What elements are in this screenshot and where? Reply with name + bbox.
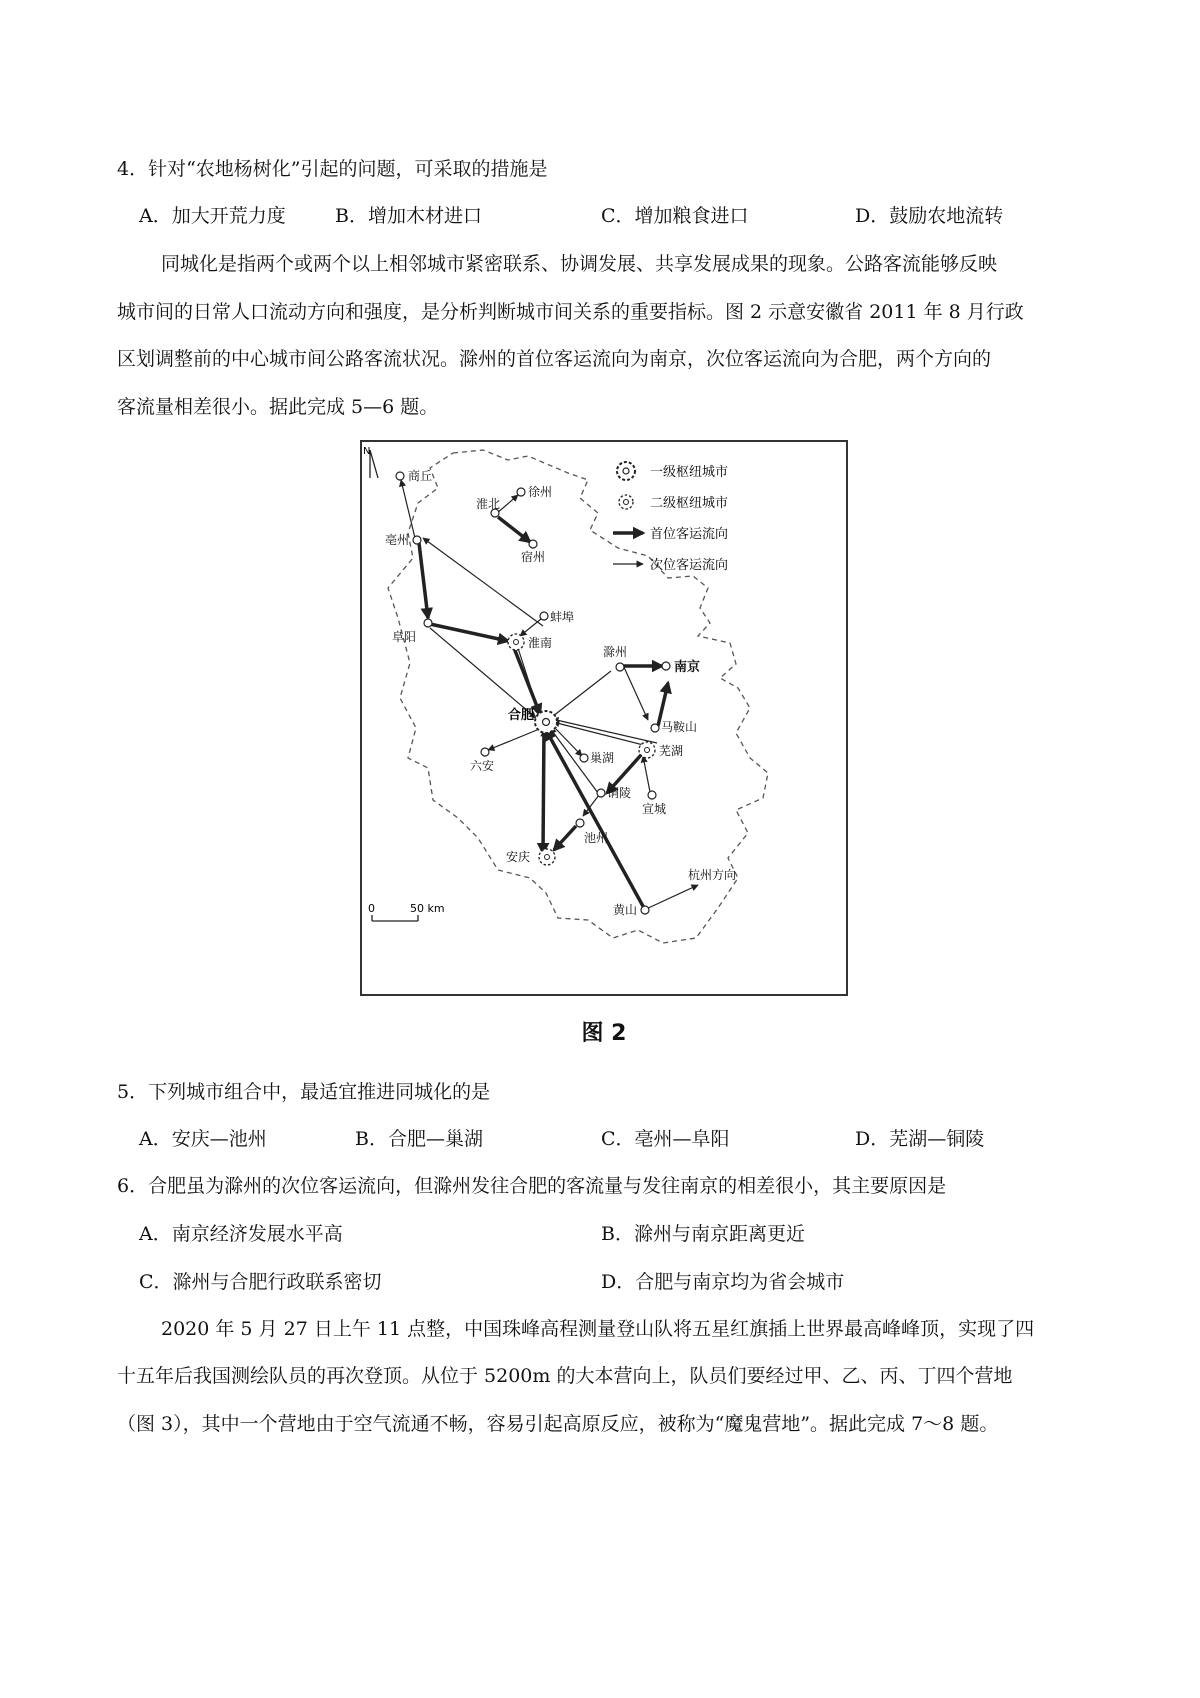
city-chizhou-dot	[576, 819, 584, 827]
q4-stem: 4．针对“农地杨树化”引起的问题，可采取的措施是	[117, 158, 548, 180]
passage2-line-2: 十五年后我国测绘队员的再次登顶。从位于 5200m 的大本营向上，队员们要经过甲、乙、丙、丁四个营地	[117, 1365, 1013, 1387]
city-chaohu-dot	[580, 754, 588, 762]
city-maanshan-label: 马鞍山	[661, 720, 698, 734]
city-huainan	[508, 634, 552, 650]
q5-stem: 5．下列城市组合中，最适宜推进同城化的是	[117, 1081, 491, 1103]
city-bengbu-dot	[540, 612, 548, 620]
city-hefei-label: 合肥	[508, 708, 535, 723]
city-bengbu-label: 蚌埠	[550, 610, 575, 624]
q4-option-b: B．增加木材进口	[335, 205, 482, 227]
legend-level1: 一级枢纽城市	[650, 465, 729, 480]
city-suzhou-label: 宿州	[521, 550, 546, 564]
figure-caption: 图 2	[581, 1021, 627, 1046]
city-xuancheng-dot	[648, 791, 656, 799]
city-huaibei-label: 淮北	[476, 497, 501, 511]
city-wuhu-label: 芜湖	[659, 744, 684, 758]
legend-primary: 首位客运流向	[650, 527, 729, 542]
passage2-line-1: 2020 年 5 月 27 日上午 11 点整，中国珠峰高程测量登山队将五星红旗插上世界最高峰峰顶，实现了四	[161, 1318, 1035, 1340]
city-huangshan-label: 黄山	[613, 903, 638, 917]
legend-level2: 二级枢纽城市	[650, 496, 729, 511]
city-chaohu-label: 巢湖	[590, 751, 615, 765]
city-fuyang-dot	[424, 619, 432, 627]
city-shangqiu-dot	[396, 472, 404, 480]
q6-option-b: B．滁州与南京距离更近	[601, 1223, 805, 1245]
city-chuzhou-dot	[616, 663, 624, 671]
city-bozhou-label: 亳州	[385, 533, 410, 547]
city-liuan-label: 六安	[470, 759, 495, 773]
passage1-line-1: 同城化是指两个或两个以上相邻城市紧密联系、协调发展、共享发展成果的现象。公路客流能够反映	[161, 253, 998, 275]
city-liuan-dot	[481, 748, 489, 756]
city-anqing-label: 安庆	[506, 850, 531, 864]
figure-2	[358, 438, 850, 1046]
city-chizhou-label: 池州	[584, 831, 609, 845]
q6-option-a: A．南京经济发展水平高	[139, 1223, 343, 1245]
q6-option-d: D．合肥与南京均为省会城市	[601, 1271, 845, 1293]
city-fuyang-label: 阜阳	[392, 630, 417, 644]
city-tongling-label: 铜陵	[607, 786, 632, 800]
city-wuhu	[639, 742, 683, 758]
scale-zero: 0	[368, 902, 375, 915]
q5-option-a: A．安庆—池州	[139, 1128, 267, 1150]
q4-option-d: D．鼓励农地流转	[855, 205, 1004, 227]
city-tongling-dot	[597, 789, 605, 797]
q4-option-c: C．增加粮食进口	[601, 205, 749, 227]
city-huangshan-dot	[641, 906, 649, 914]
city-shangqiu-label: 商丘	[408, 469, 433, 483]
passage2-line-3: （图 3），其中一个营地由于空气流通不畅，容易引起高原反应，被称为“魔鬼营地”。据此完成 7～8 题。	[117, 1413, 999, 1435]
legend-secondary: 次位客运流向	[650, 558, 729, 573]
city-bozhou-dot	[413, 536, 421, 544]
passage1-line-4: 客流量相差很小。据此完成 5—6 题。	[117, 396, 439, 418]
scale-label: 50 km	[410, 902, 445, 915]
q5-option-d: D．芜湖—铜陵	[855, 1128, 985, 1150]
city-xuzhou-dot	[517, 488, 525, 496]
city-nanjing-label: 南京	[674, 660, 701, 675]
city-nanjing-dot	[662, 662, 670, 670]
passage1-line-2: 城市间的日常人口流动方向和强度，是分析判断城市间关系的重要指标。图 2 示意安徽省 2011 年 8 月行政	[117, 301, 1024, 323]
city-chuzhou-label: 滁州	[603, 645, 628, 659]
city-maanshan-dot	[651, 724, 659, 732]
city-xuzhou-label: 徐州	[528, 485, 553, 499]
q5-option-c: C．亳州—阜阳	[601, 1128, 730, 1150]
q6-stem: 6．合肥虽为滁州的次位客运流向，但滁州发往合肥的客流量与发往南京的相差很小，其主要原因是	[117, 1175, 947, 1197]
city-hangzhou-dir-label: 杭州方向	[688, 868, 737, 882]
north-label: N	[363, 446, 371, 457]
city-suzhou-dot	[529, 540, 537, 548]
city-xuancheng-label: 宣城	[642, 802, 667, 816]
city-huainan-label: 淮南	[528, 636, 553, 650]
passage1-line-3: 区划调整前的中心城市间公路客流状况。滁州的首位客运流向为南京，次位客运流向为合肥，两个方向的	[117, 348, 992, 370]
q5-option-b: B．合肥—巢湖	[355, 1128, 483, 1150]
q4-option-a: A．加大开荒力度	[139, 205, 286, 227]
q6-option-c: C．滁州与合肥行政联系密切	[139, 1271, 382, 1293]
